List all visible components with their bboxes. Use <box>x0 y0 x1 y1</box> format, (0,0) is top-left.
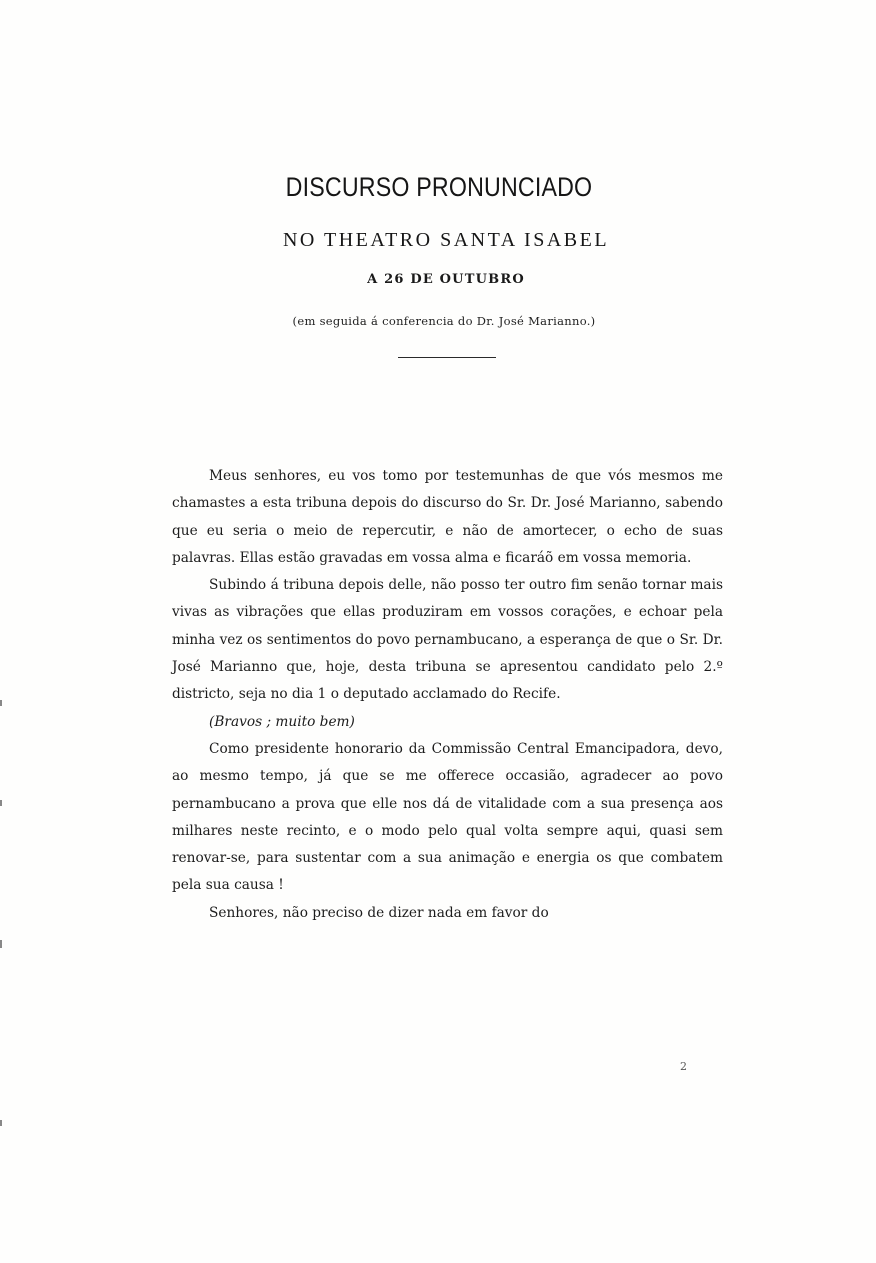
paragraph-4: Senhores, não preciso de dizer nada em favor do <box>209 904 549 921</box>
scan-edge-mark <box>0 800 2 806</box>
title-divider <box>398 357 496 358</box>
page-title: DISCURSO PRONUNCIADO <box>285 172 593 202</box>
audience-reaction: (Bravos ; muito bem) <box>209 713 355 730</box>
speech-body <box>172 463 723 927</box>
speech-date: A 26 DE OUTUBRO <box>367 272 525 287</box>
page-subtitle: NO THEATRO SANTA ISABEL <box>282 229 610 251</box>
page-number: 2 <box>680 1060 687 1073</box>
scan-edge-mark <box>0 940 2 948</box>
scan-edge-mark <box>0 700 2 706</box>
paragraph-2: Subindo á tribuna depois delle, não posso ter outro fim senão tornar mais vivas as vibrações que ellas produziram em vossos corações, e echoar pela minha vez os sentimentos do povo pernambucano, a esperança de que o Sr. Dr. José Marianno que, hoje, desta tribuna se apresentou candidato pelo 2.º districto, seja no dia 1 o deputado acclamado do Recife. <box>172 577 723 703</box>
paragraph-1: Meus senhores, eu vos tomo por testemunhas de que vós mesmos me chamastes a esta tribuna depois do discurso do Sr. Dr. José Marianno, sabendo que eu seria o meio de repercutir, e não de amortecer, o echo de suas palavras. Ellas estão gravadas em vossa alma e ficaráõ em vossa memoria. <box>172 468 723 566</box>
context-note: (em seguida á conferencia do Dr. José Marianno.) <box>292 314 596 328</box>
paragraph-3: Como presidente honorario da Commissão Central Emancipadora, devo, ao mesmo tempo, já que se me offerece occasião, agradecer ao povo pernambucano a prova que elle nos dá de vitalidade com a sua presença aos milhares neste recinto, e o modo pelo qual volta sempre aqui, quasi sem renovar-se, para sustentar com a sua animação e energia os que combatem pela sua causa ! <box>172 740 723 894</box>
scan-edge-mark <box>0 1120 2 1126</box>
